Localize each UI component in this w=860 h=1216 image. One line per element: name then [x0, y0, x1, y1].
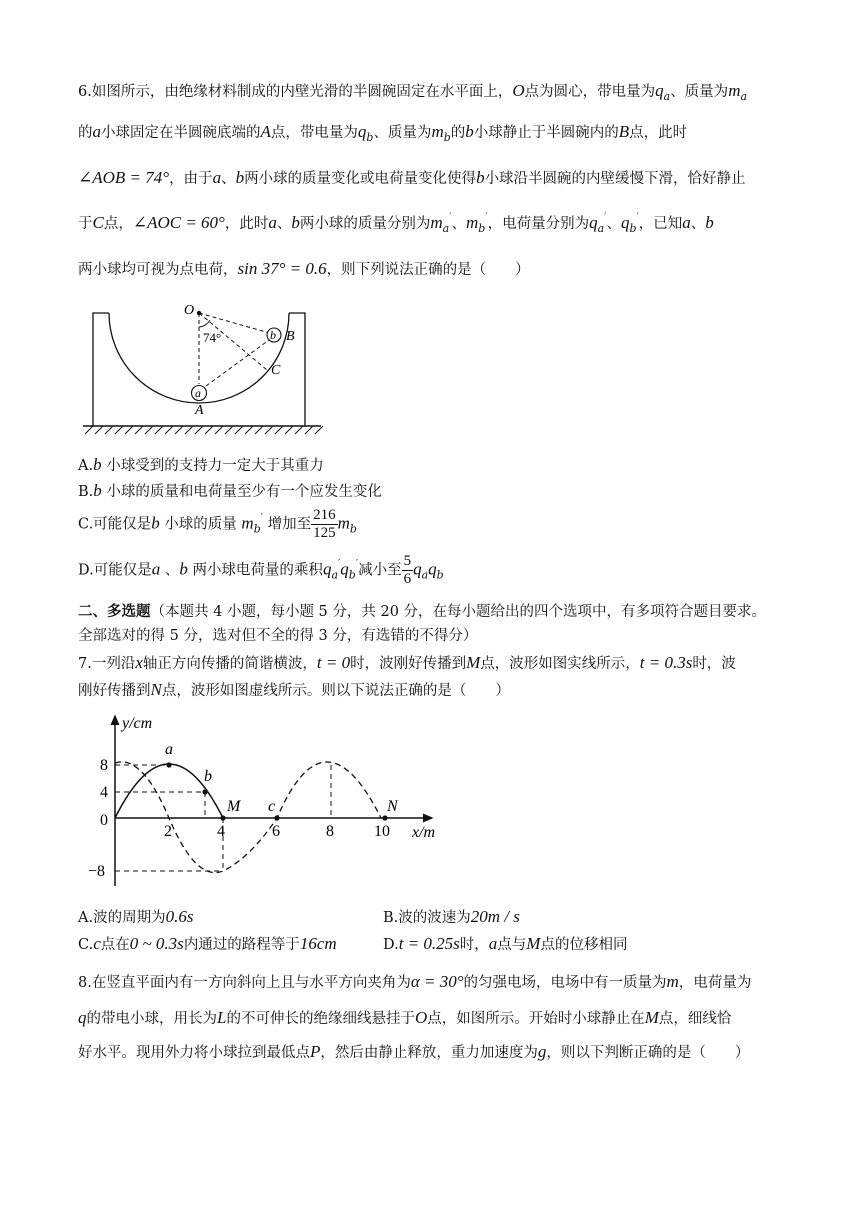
wave-graph	[80, 708, 460, 893]
ytick-neg8: −8	[88, 863, 106, 880]
ytick-0: 0	[100, 812, 108, 829]
q6-option-c: C.可能仅是b 小球的质量 $m_b'$ 增加至 $\frac{216}{125}$ $m_b$	[78, 507, 357, 541]
q6-line2: 的a小球固定在半圆碗底端的A点，带电量为$q_b$、质量为$m_b$的b小球静止于半圆碗内的B点，此时	[78, 122, 688, 144]
ball-b-label: b	[270, 328, 276, 342]
xtick-6: 6	[272, 823, 280, 840]
q7-option-b: B.波的波速为20m / s	[383, 907, 520, 926]
section2-desc: 全部选对的得 5 分，选对但不全的得 3 分，有选错的不得分）	[78, 628, 478, 644]
q6-option-d: D.可能仅是a 、b 两小球电荷量的乘积$q_a'q_b'$减小至 $\frac{5}{6}$ $q_aq_b$	[78, 553, 444, 587]
q7-option-a: A.波的周期为0.6s	[78, 907, 194, 926]
xtick-8: 8	[326, 823, 334, 840]
ytick-8: 8	[100, 757, 108, 774]
point-b-label: b	[204, 768, 212, 785]
q7-line1: 7.一列沿x轴正方向传播的简谐横波，t = 0时，波刚好传播到M点，波形如图实线所示，t = 0.3s时，波	[78, 653, 736, 672]
q8-line3: 好水平。现用外力将小球拉到最低点P，然后由静止释放，重力加速度为g，则以下判断正确的是（ ）	[78, 1042, 750, 1061]
section2-header: 二、多选题（本题共 4 小题，每小题 5 分，共 20 分，在每小题给出的四个选项中，有多项符合题目要求。	[78, 603, 767, 620]
point-M-label: M	[227, 798, 241, 815]
q6-option-a: A.b 小球受到的支持力一定大于其重力	[78, 455, 324, 474]
q7-option-c: C.c点在0 ~ 0.3s内通过的路程等于16cm	[78, 934, 337, 953]
xtick-4: 4	[217, 823, 225, 840]
q7-line2: 刚好传播到N点，波形如图虚线所示。则以下说法正确的是（ ）	[78, 680, 510, 699]
label-A: A	[195, 403, 204, 418]
ball-a-label: a	[195, 386, 201, 400]
y-axis-label: y/cm	[122, 715, 153, 732]
point-N-label: N	[387, 798, 398, 815]
xtick-10: 10	[374, 823, 390, 840]
q8-line2: q的带电小球，用长为L的不可伸长的绝缘细线悬挂于O点，如图所示。开始时小球静止在M点，细线恰	[78, 1008, 732, 1027]
label-B: B	[286, 329, 295, 344]
label-C: C	[271, 363, 281, 378]
x-axis-label: x/m	[412, 824, 436, 841]
q6-line3: ∠AOB = 74°，由于a、b两小球的质量变化或电荷量变化使得b小球沿半圆碗的内壁缓慢下滑，恰好静止	[78, 168, 746, 187]
q8-line1: 8.在竖直平面内有一方向斜向上且与水平方向夹角为α = 30°的匀强电场，电场中有一质量为m，电荷量为	[78, 972, 752, 991]
point-a-label: a	[165, 741, 173, 758]
q7-option-d: D.t = 0.25s时，a点与M点的位移相同	[383, 934, 628, 953]
bowl-figure	[75, 298, 335, 438]
q6-option-b: B.b 小球的质量和电荷量至少有一个应发生变化	[78, 481, 382, 500]
label-O: O	[184, 303, 195, 318]
q6-line1: 6.如图所示，由绝缘材料制成的内壁光滑的半圆碗固定在水平面上，O点为圆心，带电量为$q_a$、质量为$m_a$	[78, 81, 748, 103]
xtick-2: 2	[164, 823, 172, 840]
label-angle: 74°	[203, 330, 222, 345]
q6-line4: 于C点，∠AOC = 60°，此时a、b两小球的质量分别为$m_a'$、$m_b'$，电荷量分别为$q_a'$、$q_b'$，已知a、b	[78, 212, 714, 235]
ytick-4: 4	[100, 784, 108, 801]
q6-line5: 两小球均可视为点电荷，sin 37° = 0.6，则下列说法正确的是（ ）	[78, 259, 530, 278]
point-c-label: c	[268, 798, 276, 815]
